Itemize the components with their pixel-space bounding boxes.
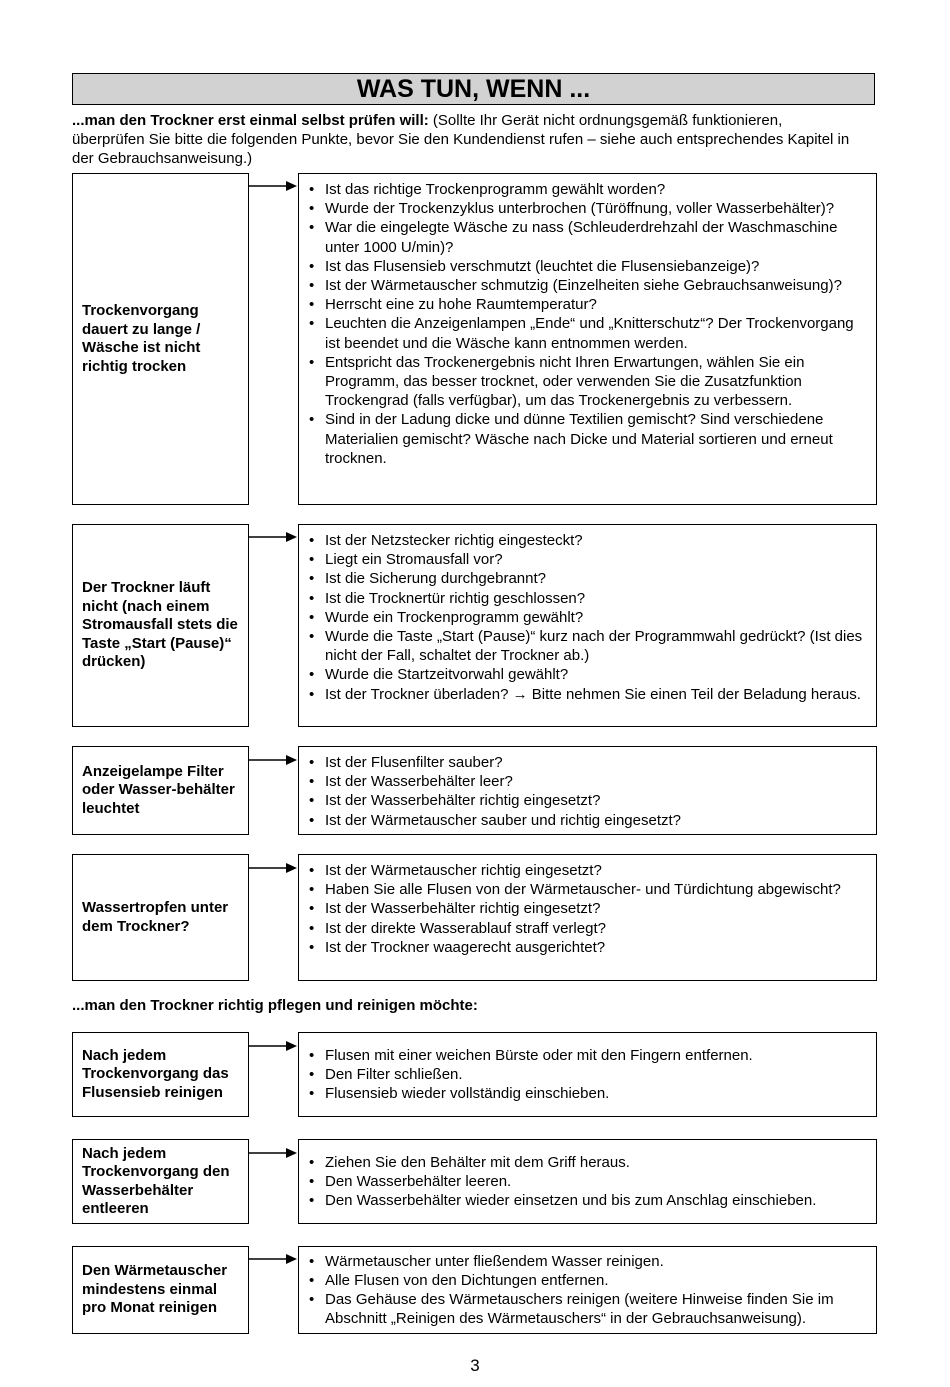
list-item: • Ziehen Sie den Behälter mit dem Griff heraus.	[307, 1153, 868, 1172]
list-item: • Ist der Netzstecker richtig eingesteckt?	[307, 531, 868, 550]
page-title: WAS TUN, WENN ...	[72, 73, 875, 105]
list-item: • Ist der Trockner waagerecht ausgerichtet?	[307, 938, 868, 957]
list-item: • Wurde ein Trockenprogramm gewählt?	[307, 608, 868, 627]
page-number: 3	[470, 1356, 480, 1375]
list-item: • Leuchten die Anzeigenlampen „Ende“ und „Knitterschutz“? Der Trockenvorgang ist beendet und die Wäsche kann entnommen werden.	[307, 314, 868, 352]
intro-text: (Sollte Ihr Gerät nicht ordnungsgemäß funktionieren, überprüfen Sie bitte die folgenden Punkte, bevor Sie den Kundendienst rufen – siehe auch entsprechendes Kapitel in der Gebrauchsanweisung.)	[72, 112, 850, 167]
problem-label-text: Wassertropfen unter dem Trockner?	[82, 899, 229, 935]
list-item: • Wurde der Trockenzyklus unterbrochen (Türöffnung, voller Wasserbehälter)?	[307, 199, 868, 218]
problem-label-text: Anzeigelampe Filter oder Wasser-behälter leuchtet	[82, 762, 235, 817]
problem-label-trockenvorgang	[72, 173, 249, 505]
list-item: • Ist der Wärmetauscher richtig eingesetzt?	[307, 861, 868, 880]
steps-waermetauscher	[298, 1246, 877, 1334]
list-item: • Ist die Sicherung durchgebrannt?	[307, 569, 868, 588]
list-item: • Ist der Flusenfilter sauber?	[307, 753, 868, 772]
list-item: • Haben Sie alle Flusen von der Wärmetauscher- und Türdichtung abgewischt?	[307, 880, 868, 899]
list-item: • Den Filter schließen.	[307, 1065, 868, 1084]
list-item: • Ist der Wasserbehälter richtig eingesetzt?	[307, 791, 868, 810]
intro-lead: ...man den Trockner erst einmal selbst prüfen will:	[72, 112, 429, 129]
list-item: • Ist der Wärmetauscher schmutzig (Einzelheiten siehe Gebrauchsanweisung)?	[307, 276, 868, 295]
list-item: • Wurde die Startzeitvorwahl gewählt?	[307, 665, 868, 684]
list-item: • Ist das richtige Trockenprogramm gewählt worden?	[307, 180, 868, 199]
intro-paragraph	[72, 111, 852, 168]
problem-label-wassertropfen	[72, 854, 249, 981]
problem-label-text: Trockenvorgang dauert zu lange / Wäsche ist nicht richtig trocken	[82, 302, 201, 375]
task-label-text: Nach jedem Trockenvorgang das Flusensieb reinigen	[82, 1046, 229, 1101]
list-item: • Ist der Trockner überladen? → Bitte nehmen Sie einen Teil der Beladung heraus.	[307, 685, 868, 704]
steps-flusensieb	[298, 1032, 877, 1117]
list-item: • Ist der direkte Wasserablauf straff verlegt?	[307, 919, 868, 938]
list-item: • Ist das Flusensieb verschmutzt (leuchtet die Flusensiebanzeige)?	[307, 257, 868, 276]
list-item: • Flusen mit einer weichen Bürste oder mit den Fingern entfernen.	[307, 1046, 868, 1065]
arrow-right-icon	[249, 862, 298, 874]
list-item: • Den Wasserbehälter leeren.	[307, 1172, 868, 1191]
list-item: • Wurde die Taste „Start (Pause)“ kurz nach der Programmwahl gedrückt? (Ist dies nicht der Fall, schaltet der Trockner ab.)	[307, 627, 868, 665]
arrow-right-icon	[249, 531, 298, 543]
task-label-text: Nach jedem Trockenvorgang den Wasserbehälter entleeren	[82, 1144, 230, 1217]
list-item: • Flusensieb wieder vollständig einschieben.	[307, 1084, 868, 1103]
checklist-anzeigelampe	[298, 746, 877, 835]
list-item: • Ist der Wasserbehälter leer?	[307, 772, 868, 791]
task-label-text: Den Wärmetauscher mindestens einmal pro Monat reinigen	[82, 1262, 228, 1317]
checklist-wassertropfen	[298, 854, 877, 981]
list-item: • Sind in der Ladung dicke und dünne Textilien gemischt? Sind verschiedene Materialien gemischt? Wäsche nach Dicke und Material sortieren und erneut trocknen.	[307, 410, 868, 468]
list-item: • Alle Flusen von den Dichtungen entfernen.	[307, 1271, 868, 1290]
list-item: • Ist der Wasserbehälter richtig eingesetzt?	[307, 899, 868, 918]
list-item: • Wärmetauscher unter fließendem Wasser reinigen.	[307, 1252, 868, 1271]
task-label-wasserbehaelter	[72, 1139, 249, 1224]
problem-label-anzeigelampe	[72, 746, 249, 835]
arrow-right-icon	[249, 180, 298, 192]
list-item: • Den Wasserbehälter wieder einsetzen und bis zum Anschlag einschieben.	[307, 1191, 868, 1210]
list-item: • Ist die Trocknertür richtig geschlossen?	[307, 589, 868, 608]
arrow-right-icon	[249, 1147, 298, 1159]
problem-label-text: Der Trockner läuft nicht (nach einem Stromausfall stets die Taste „Start (Pause)“ drücken)	[82, 579, 238, 671]
task-label-flusensieb	[72, 1032, 249, 1117]
arrow-right-icon	[249, 754, 298, 766]
list-item: • Herrscht eine zu hohe Raumtemperatur?	[307, 295, 868, 314]
list-item: • Entspricht das Trockenergebnis nicht Ihren Erwartungen, wählen Sie ein Programm, das besser trocknet, oder verwenden Sie die Zusatzfunktion Trockengrad (falls verfügbar), um das Trockenergebnis zu verbessern.	[307, 353, 868, 411]
arrow-right-icon	[249, 1253, 298, 1265]
list-item: • Das Gehäuse des Wärmetauschers reinigen (weitere Hinweise finden Sie im Abschnitt „Reinigen des Wärmetauschers“ in der Gebrauchsanweisung).	[307, 1290, 868, 1328]
list-item: • Ist der Wärmetauscher sauber und richtig eingesetzt?	[307, 811, 868, 830]
checklist-trockner-laeuft-nicht	[298, 524, 877, 727]
checklist-trockenvorgang	[298, 173, 877, 505]
list-item: • War die eingelegte Wäsche zu nass (Schleuderdrehzahl der Waschmaschine unter 1000 U/min)?	[307, 218, 868, 256]
arrow-right-icon	[249, 1040, 298, 1052]
problem-label-trockner-laeuft-nicht	[72, 524, 249, 727]
list-item: • Liegt ein Stromausfall vor?	[307, 550, 868, 569]
task-label-waermetauscher	[72, 1246, 249, 1334]
section-heading-pflege: ...man den Trockner richtig pflegen und reinigen möchte:	[72, 997, 478, 1014]
steps-wasserbehaelter	[298, 1139, 877, 1224]
